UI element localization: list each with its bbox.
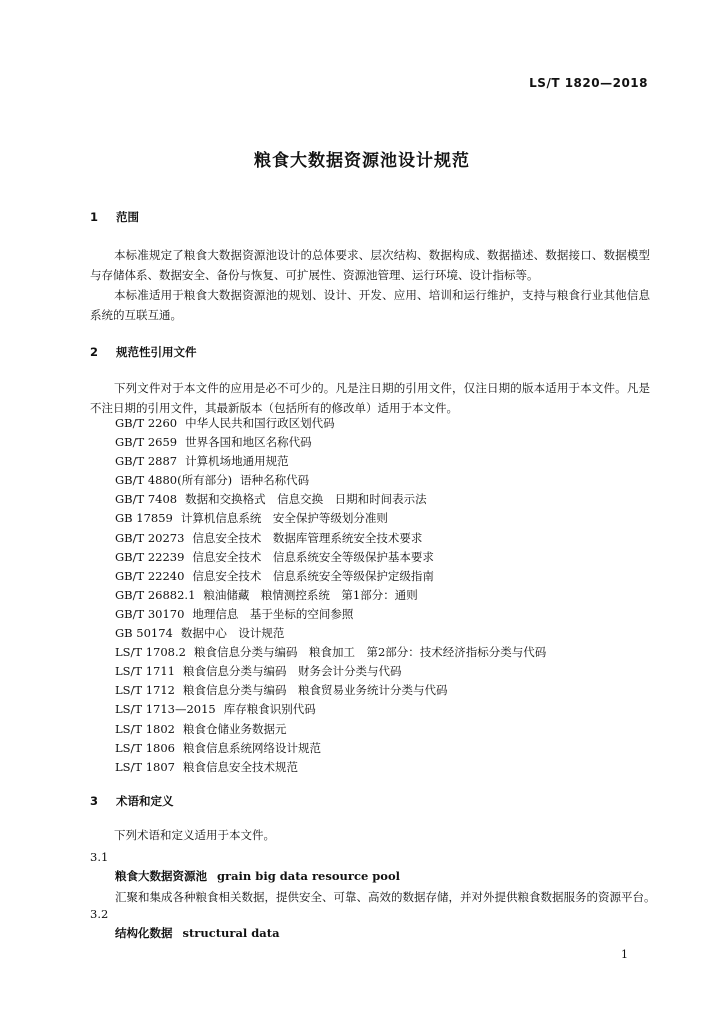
paragraph: 本标准适用于粮食大数据资源池的规划、设计、开发、应用、培训和运行维护，支持与粮食行业其他信息系统的互联互通。 [90, 288, 650, 322]
reference-item [115, 643, 546, 662]
reference-item [115, 529, 546, 548]
reference-code: GB 17859 [115, 511, 173, 526]
reference-title: 信息安全技术 信息系统安全等级保护基本要求 [192, 549, 434, 564]
section-heading-1 [90, 209, 139, 225]
reference-title: 世界各国和地区名称代码 [185, 435, 312, 450]
reference-code: GB/T 20273 [115, 530, 185, 545]
term-zh: 结构化数据 [115, 926, 173, 940]
reference-item [115, 662, 546, 681]
reference-code: GB/T 22240 [115, 568, 185, 583]
reference-code: GB/T 22239 [115, 549, 185, 564]
document-title: 粮食大数据资源池设计规范 [254, 151, 470, 171]
reference-item [115, 548, 546, 567]
section-title: 范围 [116, 210, 139, 224]
section-number: 2 [90, 345, 99, 359]
section-title: 规范性引用文件 [116, 345, 197, 359]
reference-item [115, 739, 546, 758]
section-number: 1 [90, 210, 99, 224]
reference-title: 粮食信息系统网络设计规范 [182, 740, 321, 755]
reference-title: 粮食信息分类与编码 财务会计分类与代码 [182, 664, 402, 679]
reference-code: GB/T 2887 [115, 454, 178, 469]
reference-item [115, 452, 546, 471]
page-number: 1 [621, 948, 628, 961]
reference-item [115, 605, 546, 624]
reference-code: GB/T 7408 [115, 492, 178, 507]
section-heading-2 [90, 344, 197, 360]
reference-title: 中华人民共和国行政区划代码 [185, 416, 335, 430]
reference-item [115, 433, 546, 452]
reference-item [115, 624, 546, 643]
reference-item [115, 509, 546, 528]
reference-title: 数据和交换格式 信息交换 日期和时间表示法 [185, 492, 427, 507]
paragraph: 下列文件对于本文件的应用是必不可少的。凡是注日期的引用文件，仅注日期的版本适用于本文件。凡是不注日期的引用文件，其最新版本（包括所有的修改单）适用于本文件。 [90, 381, 650, 415]
reference-item [115, 471, 546, 490]
reference-item [115, 414, 546, 433]
reference-item [115, 681, 546, 700]
reference-list [115, 414, 546, 777]
section-number: 3 [90, 794, 99, 808]
reference-title: 粮油储藏 粮情测控系统 第1部分：通则 [203, 587, 418, 602]
paragraph: 本标准规定了粮食大数据资源池设计的总体要求、层次结构、数据构成、数据描述、数据接口、数据模型与存储体系、数据安全、备份与恢复、可扩展性、资源池管理、运行环境、设计指标等。 [90, 248, 650, 282]
reference-item [115, 700, 546, 719]
paragraph: 下列术语和定义适用于本文件。 [114, 828, 275, 842]
reference-code: LS/T 1806 [115, 740, 175, 755]
reference-item [115, 720, 546, 739]
reference-code: LS/T 1712 [115, 683, 175, 698]
term-en: structural data [182, 926, 280, 940]
reference-title: 信息安全技术 数据库管理系统安全技术要求 [192, 530, 423, 545]
reference-code: GB/T 2260 [115, 416, 178, 430]
reference-item [115, 586, 546, 605]
reference-title: 粮食信息分类与编码 粮食加工 第2部分：技术经济指标分类与代码 [193, 645, 547, 660]
reference-code: LS/T 1807 [115, 759, 175, 774]
reference-code: GB 50174 [115, 626, 173, 641]
reference-title: 计算机信息系统 安全保护等级划分准则 [180, 511, 388, 526]
reference-title: 粮食信息安全技术规范 [182, 759, 298, 774]
term-number: 3.1 [90, 850, 109, 864]
reference-code: GB/T 26882.1 [115, 587, 196, 602]
term-title [115, 925, 280, 941]
reference-code: GB/T 2659 [115, 435, 178, 450]
reference-title: 语种名称代码 [240, 473, 310, 488]
reference-code: LS/T 1711 [115, 664, 175, 679]
standard-id: LS/T 1820—2018 [529, 76, 648, 90]
reference-title: 库存粮食识别代码 [223, 702, 316, 717]
reference-code: LS/T 1713—2015 [115, 702, 216, 717]
reference-item [115, 758, 546, 777]
reference-title: 粮食信息分类与编码 粮食贸易业务统计分类与代码 [182, 683, 448, 698]
term-zh: 粮食大数据资源池 [115, 869, 207, 883]
reference-item [115, 490, 546, 509]
term-en: grain big data resource pool [217, 869, 401, 883]
reference-title: 计算机场地通用规范 [185, 454, 289, 469]
reference-title: 粮食仓储业务数据元 [182, 721, 287, 736]
section-title: 术语和定义 [116, 794, 174, 808]
term-number: 3.2 [90, 907, 109, 921]
reference-code: GB/T 4880(所有部分) [115, 473, 233, 488]
section-heading-3 [90, 793, 174, 809]
reference-code: LS/T 1708.2 [115, 645, 186, 660]
reference-title: 地理信息 基于坐标的空间参照 [192, 606, 354, 621]
reference-title: 数据中心 设计规范 [180, 626, 285, 641]
term-definition: 汇聚和集成各种粮食相关数据，提供安全、可靠、高效的数据存储，并对外提供粮食数据服务的资源平台。 [115, 890, 656, 904]
reference-code: LS/T 1802 [115, 721, 175, 736]
reference-item [115, 567, 546, 586]
term-title [115, 868, 400, 884]
reference-title: 信息安全技术 信息系统安全等级保护定级指南 [192, 568, 434, 583]
reference-code: GB/T 30170 [115, 606, 185, 621]
